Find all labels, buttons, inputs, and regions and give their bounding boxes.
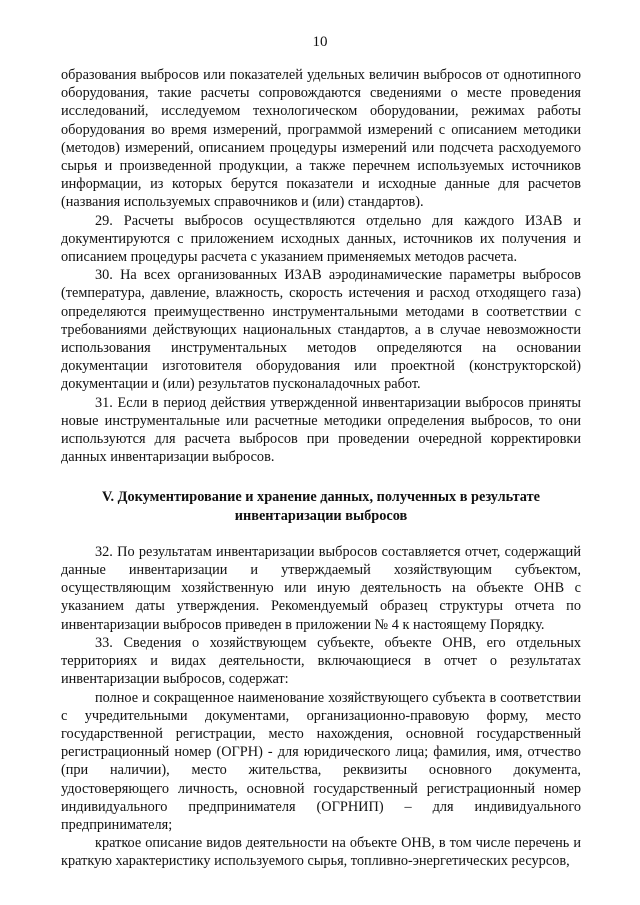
paragraph-33-item-2: краткое описание видов деятельности на объекте ОНВ, в том числе перечень и краткую характеристику используемого сырья, топливно-энергетических ресурсов, <box>61 835 581 870</box>
paragraph-30: 30. На всех организованных ИЗАВ аэродинамические параметры выбросов (температура, давление, влажность, скорость истечения и расход отходящего газа) определяются преимущественно инструментальными методами в соответствии с требованиями действующих национальных стандартов, а в случае невозможности использования инструментальных методов определяются на основании документации изготовителя оборудования или проектной (конструкторской) документации и (или) результатов пусконаладочных работ. <box>61 267 581 393</box>
paragraph-33-item-1: полное и сокращенное наименование хозяйствующего субъекта в соответствии с учредительными документами, организационно-правовую форму, место государственной регистрации, место нахождения, основной государственный регистрационный номер (ОГРН) - для юридического лица; фамилия, имя, отчество (при наличии), место жительства, реквизиты основного документа, удостоверяющего личность, основной государственный регистрационный номер индивидуального предпринимателя (ОГРНИП) – для индивидуального предпринимателя; <box>61 689 581 833</box>
document-body <box>61 66 581 871</box>
paragraph-31: 31. Если в период действия утвержденной инвентаризации выбросов приняты новые инструментальные или расчетные методики определения выбросов, то они используются для расчета выбросов при проведении очередной корректировки данных инвентаризации выбросов. <box>61 394 581 466</box>
paragraph-29: 29. Расчеты выбросов осуществляются отдельно для каждого ИЗАВ и документируются с приложением исходных данных, источников их получения и описанием процедуры расчета с указанием применяемых методов расчета. <box>61 212 581 266</box>
page-number: 10 <box>312 34 328 50</box>
paragraph-33: 33. Сведения о хозяйствующем субъекте, объекте ОНВ, его отдельных территориях и видах деятельности, включающиеся в отчет о результатах инвентаризации выбросов, содержат: <box>61 634 581 688</box>
section-heading: V. Документирование и хранение данных, полученных в результате инвентаризации выбросов <box>102 489 540 524</box>
paragraph-32: 32. По результатам инвентаризации выбросов составляется отчет, содержащий данные инвентаризации и утверждаемый хозяйствующим субъектом, осуществляющим хозяйственную или иную деятельность на объекте ОНВ с указанием даты утверждения. Рекомендуемый образец структуры отчета по инвентаризации выбросов приведен в приложении № 4 к настоящему Порядку. <box>61 543 581 633</box>
paragraphs-after-heading <box>61 543 581 871</box>
paragraphs-before-heading <box>61 66 581 466</box>
paragraph: образования выбросов или показателей удельных величин выбросов от однотипного оборудования, такие расчеты сопровождаются сведениями о месте проведения исследований, исследуемом технологическом оборудовании, режимах работы оборудования во время измерений, программой измерений с описанием методики (методов) измерений, описанием процедуры измерений или подсчета расходуемого сырья и произведенной продукции, а также перечнем используемых источников информации, из которых берутся показатели и исходные данные для расчетов (названия используемых справочников и (или) стандартов). <box>61 67 581 211</box>
